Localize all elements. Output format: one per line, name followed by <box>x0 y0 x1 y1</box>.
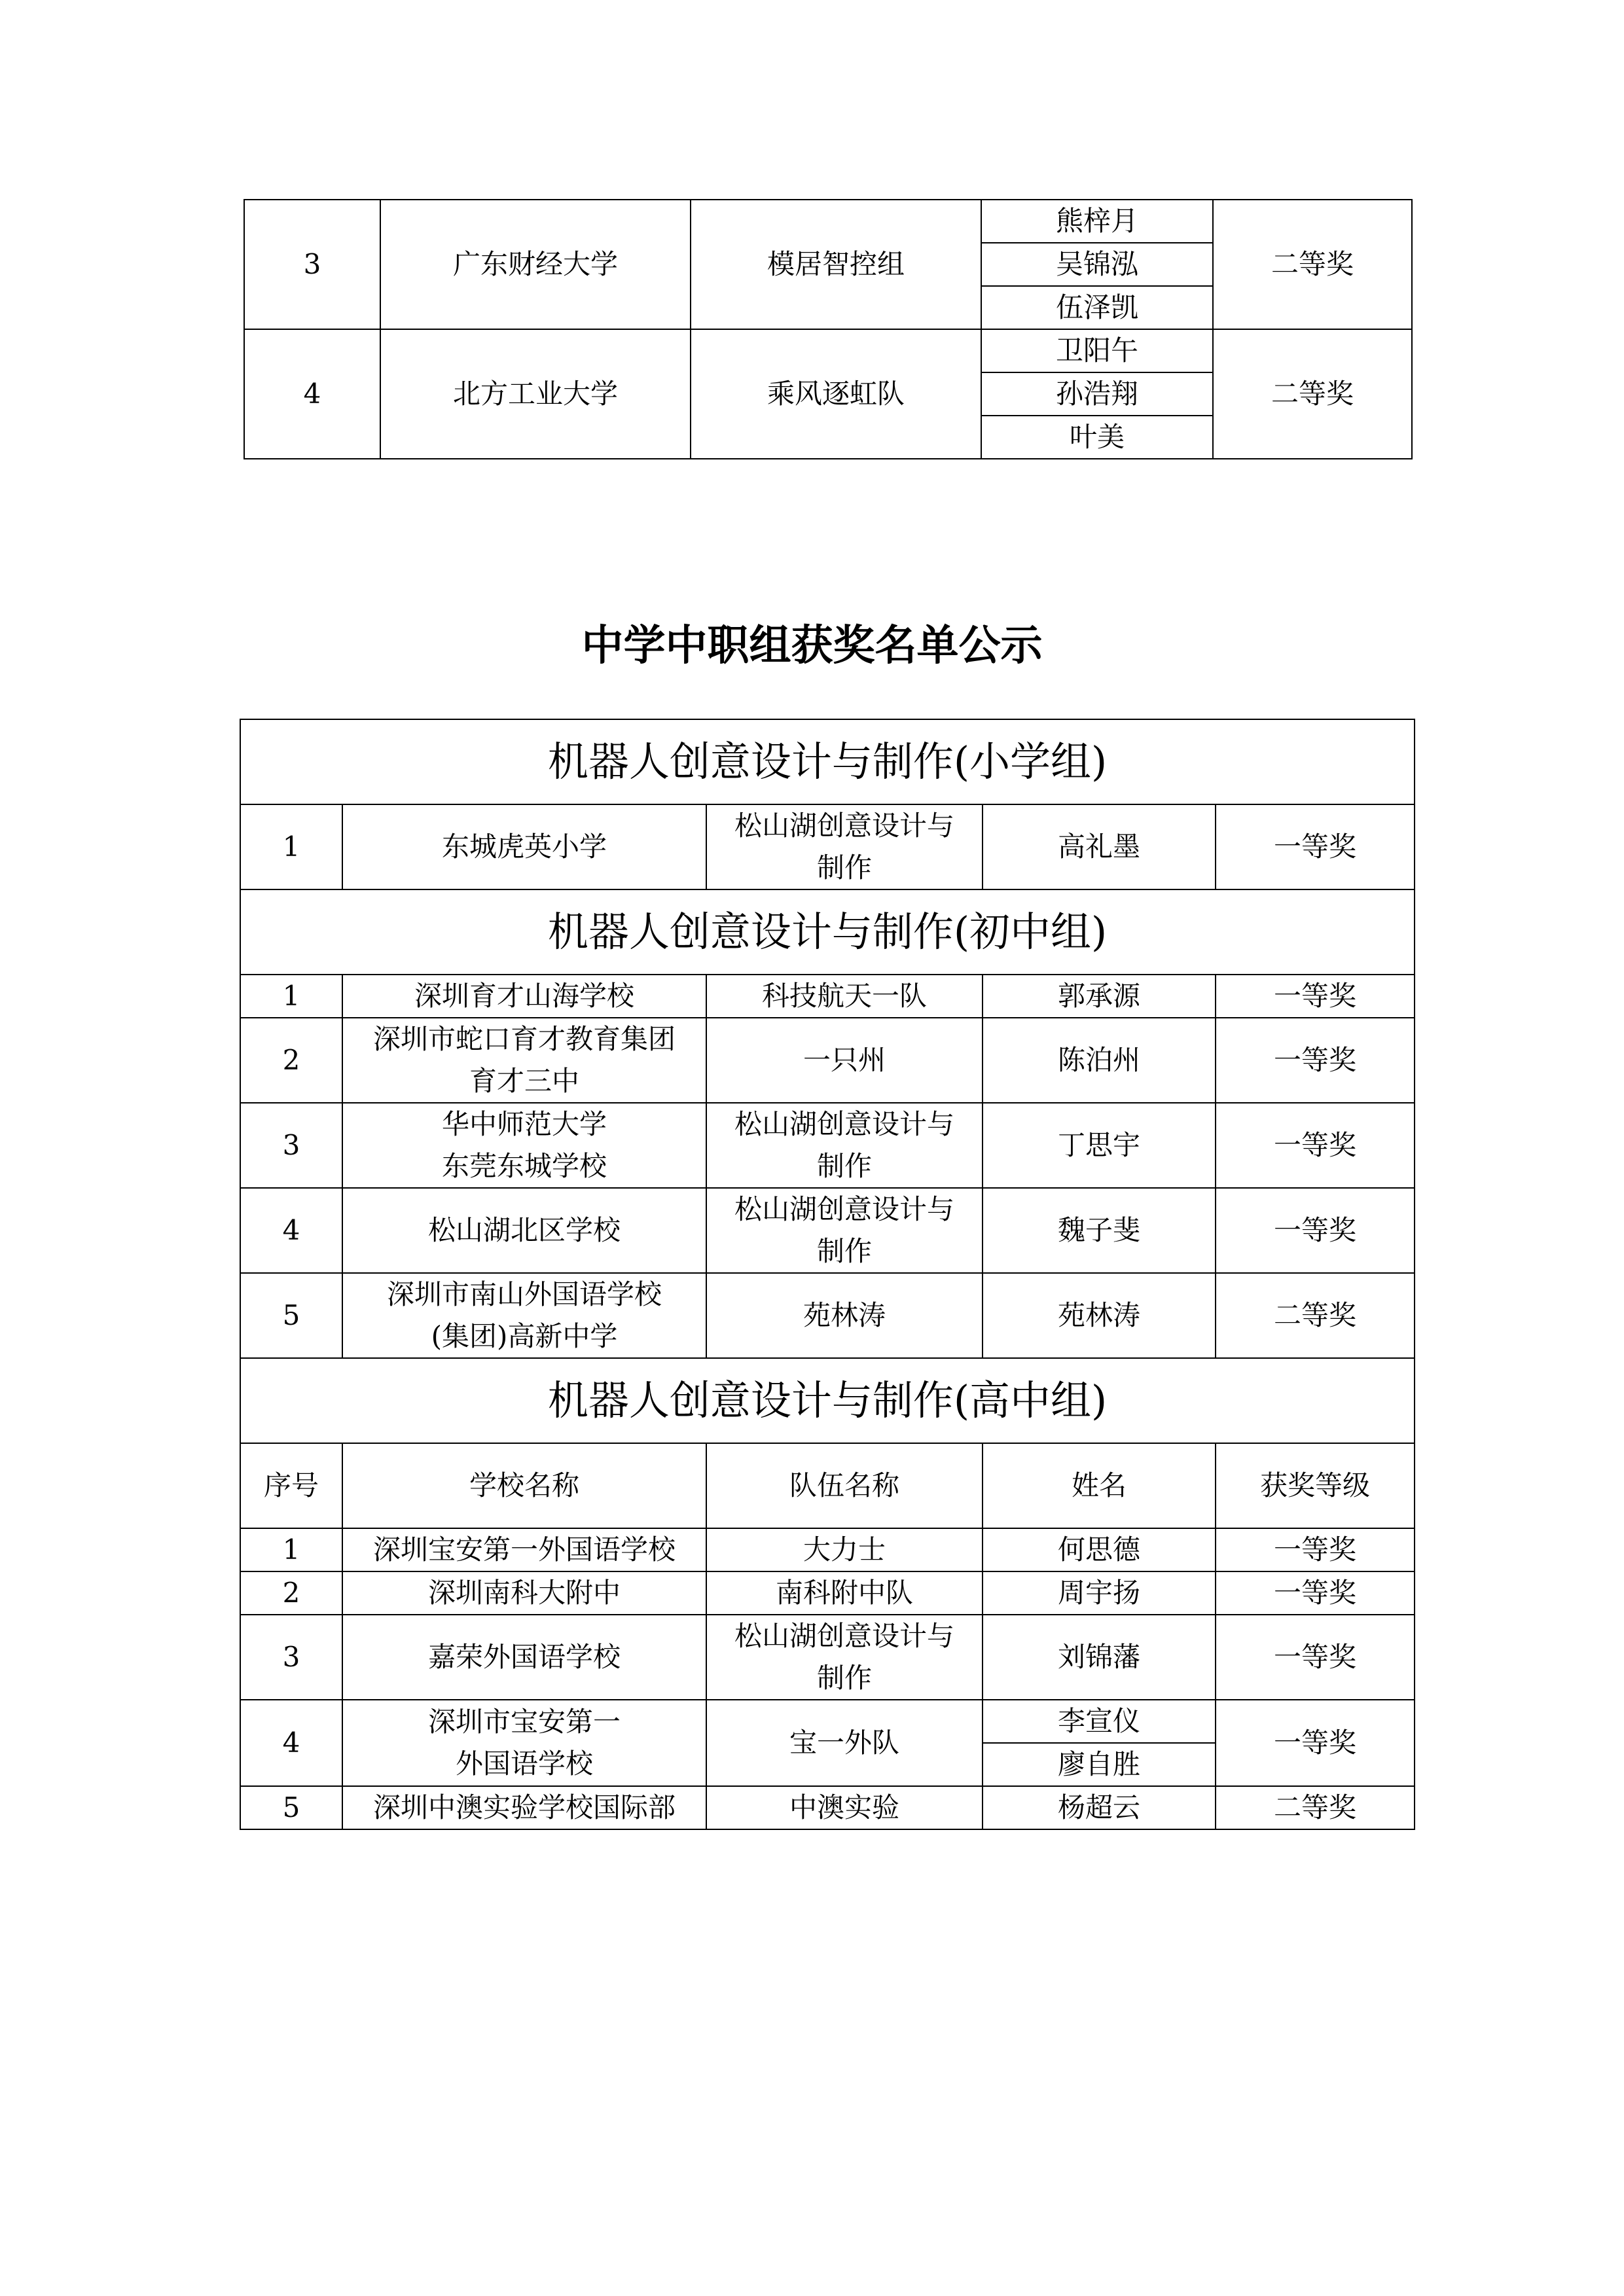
row-number: 5 <box>240 1273 342 1358</box>
member-name: 丁思宇 <box>983 1103 1216 1188</box>
team-name: 中澳实验 <box>706 1786 983 1829</box>
member-name: 刘锦藩 <box>983 1615 1216 1700</box>
table-row <box>240 1615 1415 1700</box>
member-name: 杨超云 <box>983 1786 1216 1829</box>
team-name: 科技航天一队 <box>706 975 983 1018</box>
school-name: 深圳市南山外国语学校 (集团)高新中学 <box>342 1273 706 1358</box>
school-name: 华中师范大学 东莞东城学校 <box>342 1103 706 1188</box>
column-header: 学校名称 <box>342 1443 706 1528</box>
section-heading-row <box>240 719 1415 804</box>
school-name: 深圳市蛇口育才教育集团 育才三中 <box>342 1018 706 1103</box>
school-name: 深圳中澳实验学校国际部 <box>342 1786 706 1829</box>
row-number: 2 <box>240 1018 342 1103</box>
award-level: 一等奖 <box>1216 1528 1415 1571</box>
team-name: 宝一外队 <box>706 1700 983 1786</box>
table-row <box>240 1786 1415 1829</box>
table-row <box>240 804 1415 889</box>
school-name: 深圳育才山海学校 <box>342 975 706 1018</box>
award-level: 一等奖 <box>1216 1615 1415 1700</box>
team-name: 乘风逐虹队 <box>691 329 981 459</box>
member-name: 何思德 <box>983 1528 1216 1571</box>
row-number: 2 <box>240 1571 342 1615</box>
member-name: 苑林涛 <box>983 1273 1216 1358</box>
member-name: 李宣仪 <box>983 1700 1216 1743</box>
row-number: 5 <box>240 1786 342 1829</box>
award-level: 一等奖 <box>1216 1571 1415 1615</box>
table-row <box>240 1700 1415 1743</box>
row-number: 1 <box>240 975 342 1018</box>
award-level: 一等奖 <box>1216 804 1415 889</box>
section-heading: 机器人创意设计与制作(高中组) <box>240 1358 1415 1443</box>
section-heading: 机器人创意设计与制作(小学组) <box>240 719 1415 804</box>
member-name: 孙浩翔 <box>981 372 1213 416</box>
award-level: 一等奖 <box>1216 1188 1415 1273</box>
school-name: 东城虎英小学 <box>342 804 706 889</box>
member-name: 吴锦泓 <box>981 243 1213 286</box>
table-row <box>244 200 1412 243</box>
school-name: 深圳市宝安第一 外国语学校 <box>342 1700 706 1786</box>
award-level: 二等奖 <box>1213 200 1412 329</box>
table-row <box>240 1188 1415 1273</box>
award-level: 二等奖 <box>1213 329 1412 459</box>
column-header-row <box>240 1443 1415 1528</box>
row-number: 1 <box>240 804 342 889</box>
section-heading: 机器人创意设计与制作(初中组) <box>240 889 1415 975</box>
section-heading-row <box>240 889 1415 975</box>
table-row <box>240 975 1415 1018</box>
school-name: 北方工业大学 <box>380 329 691 459</box>
table-row <box>244 329 1412 372</box>
row-number: 3 <box>244 200 380 329</box>
team-name: 松山湖创意设计与 制作 <box>706 1615 983 1700</box>
column-header: 获奖等级 <box>1216 1443 1415 1528</box>
top-results-table <box>244 199 1413 459</box>
member-name: 陈泊州 <box>983 1018 1216 1103</box>
team-name: 松山湖创意设计与 制作 <box>706 1103 983 1188</box>
team-name: 松山湖创意设计与 制作 <box>706 1188 983 1273</box>
award-level: 二等奖 <box>1216 1273 1415 1358</box>
column-header: 序号 <box>240 1443 342 1528</box>
award-level: 一等奖 <box>1216 1018 1415 1103</box>
award-level: 二等奖 <box>1216 1786 1415 1829</box>
column-header: 队伍名称 <box>706 1443 983 1528</box>
row-number: 4 <box>240 1188 342 1273</box>
table-row <box>240 1528 1415 1571</box>
row-number: 4 <box>240 1700 342 1786</box>
member-name: 叶美 <box>981 416 1213 459</box>
award-level: 一等奖 <box>1216 1700 1415 1786</box>
school-name: 广东财经大学 <box>380 200 691 329</box>
team-name: 松山湖创意设计与 制作 <box>706 804 983 889</box>
member-name: 廖自胜 <box>983 1743 1216 1786</box>
member-name: 熊梓月 <box>981 200 1213 243</box>
school-name: 深圳南科大附中 <box>342 1571 706 1615</box>
school-name: 松山湖北区学校 <box>342 1188 706 1273</box>
team-name: 一只州 <box>706 1018 983 1103</box>
team-name: 南科附中队 <box>706 1571 983 1615</box>
member-name: 高礼墨 <box>983 804 1216 889</box>
member-name: 魏子斐 <box>983 1188 1216 1273</box>
member-name: 郭承源 <box>983 975 1216 1018</box>
member-name: 卫阳午 <box>981 329 1213 372</box>
row-number: 4 <box>244 329 380 459</box>
team-name: 模居智控组 <box>691 200 981 329</box>
team-name: 苑林涛 <box>706 1273 983 1358</box>
member-name: 伍泽凯 <box>981 286 1213 329</box>
table-row <box>240 1273 1415 1358</box>
row-number: 3 <box>240 1103 342 1188</box>
column-header: 姓名 <box>983 1443 1216 1528</box>
award-level: 一等奖 <box>1216 975 1415 1018</box>
results-table <box>240 719 1415 1830</box>
section-heading-row <box>240 1358 1415 1443</box>
table-row <box>240 1103 1415 1188</box>
table-row <box>240 1571 1415 1615</box>
table-row <box>240 1018 1415 1103</box>
school-name: 嘉荣外国语学校 <box>342 1615 706 1700</box>
school-name: 深圳宝安第一外国语学校 <box>342 1528 706 1571</box>
member-name: 周宇扬 <box>983 1571 1216 1615</box>
team-name: 大力士 <box>706 1528 983 1571</box>
page-title: 中学中职组获奖名单公示 <box>581 622 1043 670</box>
row-number: 1 <box>240 1528 342 1571</box>
award-level: 一等奖 <box>1216 1103 1415 1188</box>
row-number: 3 <box>240 1615 342 1700</box>
